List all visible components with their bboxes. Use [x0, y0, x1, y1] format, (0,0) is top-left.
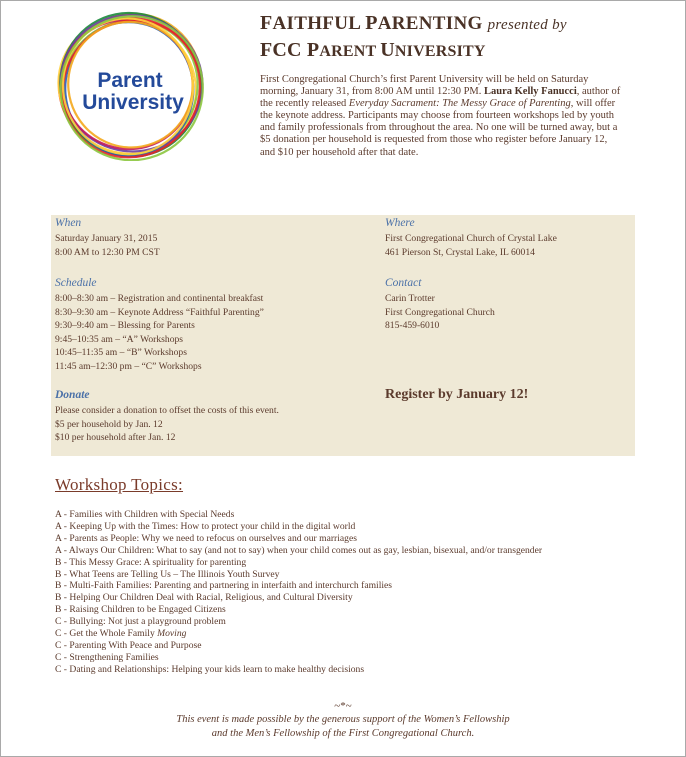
when-details: [55, 232, 160, 259]
contact-details: [385, 292, 495, 333]
keynote-speaker: Laura Kelly Fanucci: [484, 86, 577, 98]
list-item: B - Helping Our Children Deal with Racial, Religious, and Cultural Diversity: [55, 592, 353, 604]
where-address: 461 Pierson St, Crystal Lake, IL 60014: [385, 246, 535, 258]
where-venue: First Congregational Church of Crystal Lake: [385, 233, 557, 244]
subtitle-parent: ARENT: [319, 43, 381, 60]
list-item-text: C - Get the Whole Family: [55, 628, 158, 640]
schedule-item: 11:45 am–12:30 pm – “C” Workshops: [55, 360, 202, 372]
logo-text-university: University: [82, 91, 184, 114]
donate-early: $5 per household by Jan. 12: [55, 418, 163, 430]
workshop-topics-heading: Workshop Topics:: [55, 475, 184, 494]
footer-separator: ~*~: [334, 700, 352, 712]
list-item: B - Multi-Faith Families: Parenting and partnering in interfaith and interchurch families: [55, 580, 393, 592]
title-letter-p: P: [365, 12, 378, 34]
donate-text: Please consider a donation to offset the costs of this event.: [55, 405, 279, 416]
where-details: [385, 232, 557, 259]
donate-late: $10 per household after Jan. 12: [55, 432, 176, 443]
list-item: B - What Teens are Telling Us – The Illinois Youth Survey: [55, 568, 280, 580]
when-heading: When: [55, 217, 82, 229]
intro-text-3: , will offer the keynote address. Participants may choose from fourteen workshops led by youth and family professionals from throughout the area. No one will be turned away, but a $5 donation per household is requested from those who register before January 12, and $10 per household after that date.: [260, 98, 618, 158]
list-item: C - Bullying: Not just a playground problem: [55, 616, 226, 628]
logo-text-parent: Parent: [97, 69, 163, 92]
schedule-item: 9:45–10:35 am – “A” Workshops: [55, 333, 184, 345]
title-word-faithful: AITHFUL: [272, 13, 366, 34]
footer-acknowledgement: [1, 713, 685, 740]
subtitle-letter-u: U: [380, 39, 395, 61]
list-item: C - Strengthening Families: [55, 651, 159, 663]
subtitle-university: NIVERSITY: [394, 43, 486, 60]
schedule-heading: Schedule: [55, 277, 97, 289]
footer-line-2: and the Men’s Fellowship of the First Congregational Church.: [211, 727, 475, 739]
title-letter-f: F: [260, 12, 273, 34]
donate-details: [55, 404, 279, 445]
schedule-item: 8:30–9:30 am – Keynote Address “Faithful Parenting”: [55, 306, 264, 318]
title-word-parenting: ARENTING: [377, 13, 483, 34]
schedule-list: [55, 292, 264, 373]
register-deadline: Register by January 12!: [385, 387, 529, 402]
workshop-list: [55, 509, 655, 676]
list-item: [55, 628, 655, 640]
schedule-item: 10:45–11:35 am – “B” Workshops: [55, 347, 187, 358]
intro-paragraph: [260, 74, 622, 159]
list-item: B - Raising Children to be Engaged Citizens: [55, 604, 226, 616]
list-item: A - Parents as People: Why we need to refocus on ourselves and our marriages: [55, 532, 357, 544]
page-title: [260, 11, 660, 64]
book-title: Everyday Sacrament: The Messy Grace of Parenting: [348, 98, 571, 110]
schedule-item: 9:30–9:40 am – Blessing for Parents: [55, 320, 195, 331]
when-time: 8:00 AM to 12:30 PM CST: [55, 246, 160, 258]
donate-heading: Donate: [55, 389, 90, 401]
list-item-italic: Moving: [157, 628, 187, 640]
list-item: C - Dating and Relationships: Helping your kids learn to make healthy decisions: [55, 663, 365, 675]
intro-text-1: First Congregational Church’s first Parent University will be held on Saturday morning, January 31, from 8:00 AM until 12:30 PM.: [260, 74, 589, 98]
footer-line-1: This event is made possible by the generous support of the Women’s Fellowship: [176, 714, 510, 725]
parent-university-logo: [55, 11, 205, 161]
subtitle-fcc: FCC P: [260, 39, 320, 61]
title-presented-by: presented by: [487, 17, 567, 33]
contact-org: First Congregational Church: [385, 306, 495, 318]
contact-name: Carin Trotter: [385, 293, 435, 304]
list-item: A - Families with Children with Special Needs: [55, 509, 235, 520]
list-item: C - Parenting With Peace and Purpose: [55, 639, 202, 651]
contact-phone: 815-459-6010: [385, 320, 440, 331]
logo-rings-icon: [55, 11, 205, 161]
intro-text-2: , author of the recently released: [260, 86, 621, 110]
contact-heading: Contact: [385, 277, 422, 289]
schedule-item: 8:00–8:30 am – Registration and continental breakfast: [55, 293, 264, 304]
list-item: A - Keeping Up with the Times: How to protect your child in the digital world: [55, 520, 356, 532]
where-heading: Where: [385, 217, 415, 229]
list-item: A - Always Our Children: What to say (and not to say) when your child comes out as gay, lesbian, bisexual, and/or transgender: [55, 544, 543, 556]
when-date: Saturday January 31, 2015: [55, 233, 158, 244]
list-item: B - This Messy Grace: A spirituality for parenting: [55, 556, 247, 568]
